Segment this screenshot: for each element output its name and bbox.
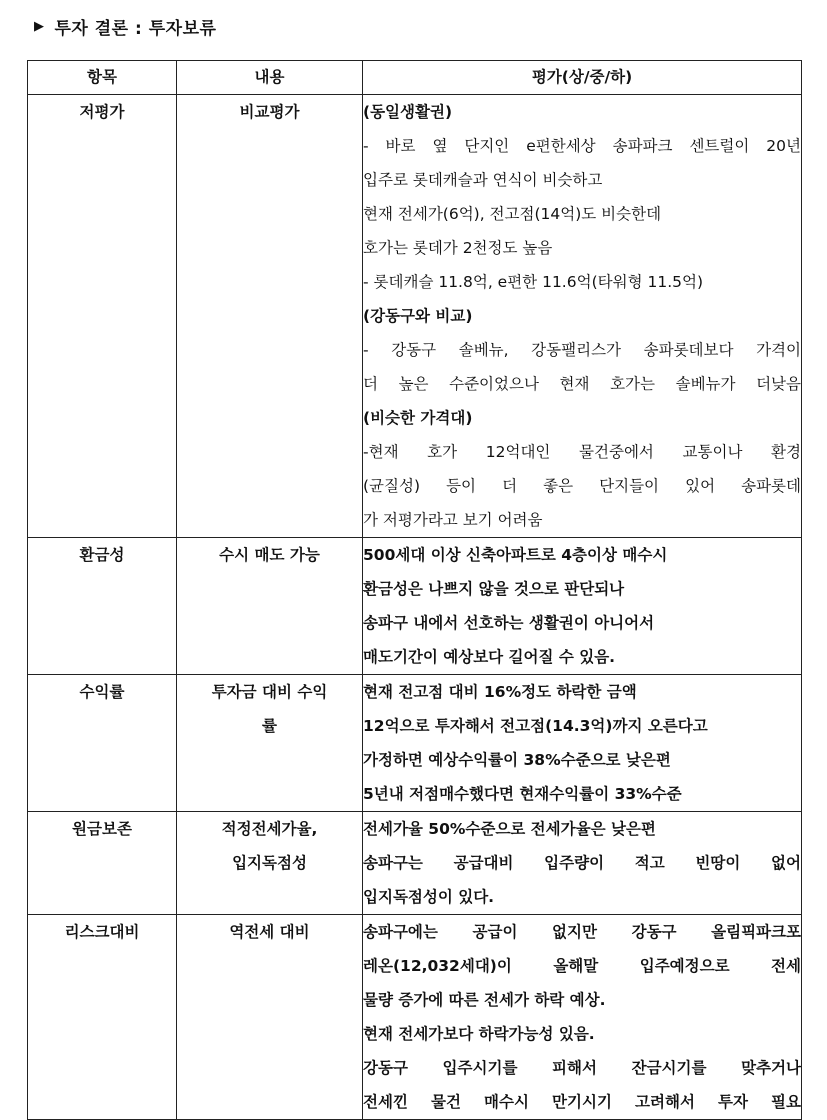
- evaluation-line: 매도기간이 예상보다 길어질 수 있음.: [363, 648, 616, 666]
- evaluation-line: 레온(12,032세대)이 올해말 입주예정으로 전세: [363, 957, 801, 975]
- evaluation-line: 환금성은 나쁘지 않을 것으로 판단되나: [363, 580, 625, 598]
- evaluation-line: 입주로 롯데캐슬과 연식이 비슷하고: [363, 171, 603, 189]
- table-row: [28, 538, 802, 675]
- evaluation-line: 입지독점성이 있다.: [363, 888, 495, 906]
- row-item-cell: 저평가: [28, 95, 177, 538]
- row-item-cell: 리스크대비: [28, 915, 177, 1120]
- table-body: [28, 95, 802, 1120]
- table-header-row: [28, 61, 802, 95]
- content-line: 적정전세가율,: [221, 820, 318, 838]
- evaluation-line: 5년내 저점매수했다면 현재수익률이 33%수준: [363, 785, 682, 803]
- evaluation-line: 송파구에는 공급이 없지만 강동구 올림픽파크포: [363, 923, 801, 941]
- row-content-cell: [177, 95, 363, 538]
- row-item-cell: 환금성: [28, 538, 177, 675]
- evaluation-line: -현재 호가 12억대인 물건중에서 교통이나 환경: [363, 443, 801, 461]
- evaluation-line: - 롯데캐슬 11.8억, e편한 11.6억(타워형 11.5억): [363, 273, 703, 291]
- content-line: 수시 매도 가능: [219, 546, 320, 564]
- evaluation-line: 전세가율 50%수준으로 전세가율은 낮은편: [363, 820, 656, 838]
- row-item-cell: 수익률: [28, 675, 177, 812]
- evaluation-line: 현재 전고점 대비 16%정도 하락한 금액: [363, 683, 637, 701]
- header-evaluation: 평가(상/중/하): [363, 61, 802, 95]
- content-line: 투자금 대비 수익: [211, 683, 328, 701]
- evaluation-line: 물량 증가에 따른 전세가 하락 예상.: [363, 991, 606, 1009]
- row-content-cell: [177, 538, 363, 675]
- evaluation-line: 더 높은 수준이었으나 현재 호가는 솔베뉴가 더낮음: [363, 375, 801, 393]
- evaluation-line: (균질성) 등이 더 좋은 단지들이 있어 송파롯데: [363, 477, 801, 495]
- evaluation-line: 현재 전세가보다 하락가능성 있음.: [363, 1025, 595, 1043]
- row-evaluation-cell: [363, 915, 802, 1120]
- content-line: 비교평가: [239, 103, 300, 121]
- row-evaluation-cell: [363, 812, 802, 915]
- table-row: [28, 675, 802, 812]
- header-content: 내용: [177, 61, 363, 95]
- evaluation-table: [27, 60, 802, 1120]
- row-content-cell: [177, 675, 363, 812]
- evaluation-line: (강동구와 비교): [363, 307, 473, 325]
- section-heading-text: 투자 결론 : 투자보류: [54, 19, 217, 39]
- evaluation-line: - 바로 옆 단지인 e편한세상 송파파크 센트럴이 20년: [363, 137, 801, 155]
- evaluation-line: 송파구 내에서 선호하는 생활권이 아니어서: [363, 614, 655, 632]
- evaluation-line: 강동구 입주시기를 피해서 잔금시기를 맞추거나: [363, 1059, 801, 1077]
- row-content-cell: [177, 915, 363, 1120]
- evaluation-line: 송파구는 공급대비 입주량이 적고 빈땅이 없어: [363, 854, 801, 872]
- table-row: [28, 812, 802, 915]
- row-content-cell: [177, 812, 363, 915]
- evaluation-line: 가정하면 예상수익률이 38%수준으로 낮은편: [363, 751, 671, 769]
- header-item: 항목: [28, 61, 177, 95]
- row-item-cell: 원금보존: [28, 812, 177, 915]
- evaluation-line: 호가는 롯데가 2천정도 높음: [363, 239, 553, 257]
- triangle-bullet-icon: ▶: [34, 19, 45, 34]
- row-evaluation-cell: [363, 95, 802, 538]
- evaluation-line: 12억으로 투자해서 전고점(14.3억)까지 오른다고: [363, 717, 708, 735]
- row-evaluation-cell: [363, 538, 802, 675]
- evaluation-line: (동일생활권): [363, 103, 453, 121]
- content-line: 역전세 대비: [229, 923, 310, 941]
- evaluation-line: 전세낀 물건 매수시 만기시기 고려해서 투자 필요: [363, 1093, 801, 1111]
- evaluation-line: - 강동구 솔베뉴, 강동팰리스가 송파롯데보다 가격이: [363, 341, 801, 359]
- table-row: [28, 95, 802, 538]
- evaluation-line: 현재 전세가(6억), 전고점(14억)도 비슷한데: [363, 205, 662, 223]
- content-line: 률: [262, 717, 277, 735]
- section-heading: [34, 14, 216, 39]
- evaluation-line: 500세대 이상 신축아파트로 4층이상 매수시: [363, 546, 668, 564]
- row-evaluation-cell: [363, 675, 802, 812]
- evaluation-line: 가 저평가라고 보기 어려움: [363, 511, 543, 529]
- evaluation-line: (비슷한 가격대): [363, 409, 473, 427]
- table-row: [28, 915, 802, 1120]
- content-line: 입지독점성: [232, 854, 307, 872]
